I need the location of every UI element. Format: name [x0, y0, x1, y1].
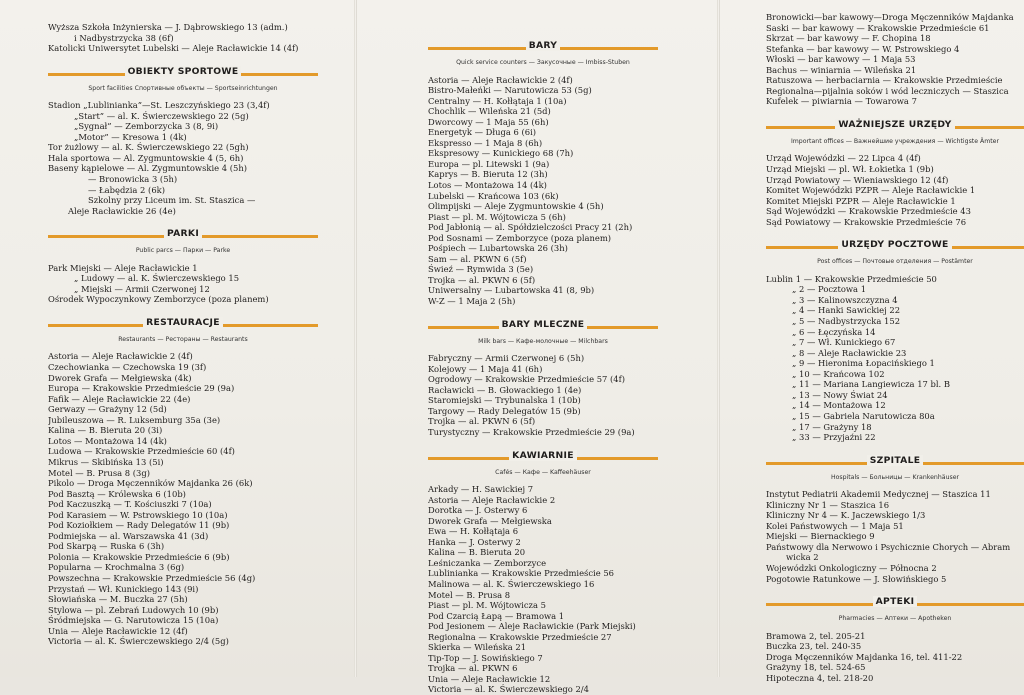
list-item: — Bronowicka 3 (5h)	[88, 174, 178, 185]
list-item: Trojka — al. PKWN 6 (5f)	[428, 416, 536, 427]
list-item: Hipoteczna 4, tel. 218-20	[766, 672, 874, 683]
list-item: Kufelek — piwiarnia — Towarowa 7	[766, 96, 917, 107]
list-item: Lotos — Montażowa 14 (4k)	[428, 180, 547, 191]
section-subtitle: Quick service counters — Закусочные — Imbiss-Stuben	[456, 59, 630, 66]
list-item: „ 8 — Aleje Racławickie 23	[792, 347, 907, 358]
list-item: Lotos — Montażowa 14 (4k)	[48, 435, 167, 446]
list-item: Unia — Aleje Racławickie 12 (4f)	[48, 625, 188, 636]
list-item: Dworek Grafa — Mełgiewska	[428, 515, 552, 526]
list-item: Bistro-Małeńki — Narutowicza 53 (5g)	[428, 85, 592, 96]
list-item: Buczka 23, tel. 240-35	[766, 641, 862, 652]
list-item: „ 33 — Przyjaźni 22	[792, 432, 876, 443]
list-item: Ratuszowa — herbaciarnia — Krakowskie Przedmieście	[766, 75, 1003, 86]
column-left	[48, 22, 318, 647]
section-header	[766, 596, 1024, 612]
list-item: Kolei Państwowych — 1 Maja 51	[766, 520, 904, 531]
list-item: Racławicki — B. Głowackiego 1 (4e)	[428, 384, 582, 395]
list-item: Ogrodowy — Krakowskie Przedmieście 57 (4f)	[428, 374, 625, 385]
list-item: Tor żużlowy — al. K. Świerczewskiego 22 (5gh)	[48, 142, 249, 153]
list-item: „ 9 — Hieronima Łopacińskiego 1	[792, 358, 935, 369]
list-item: Grażyny 18, tel. 524-65	[766, 662, 866, 673]
list-item: „ 11 — Mariana Langiewicza 17 bl. B	[792, 379, 951, 390]
list-item: Lublin 1 — Krakowskie Przedmieście 50	[766, 273, 937, 284]
list-item: Stylowa — pl. Zebrań Ludowych 10 (9b)	[48, 604, 219, 615]
list-item: Europa — Krakowskie Przedmieście 29 (9a)	[48, 383, 235, 394]
list-item: Astoria — Aleje Racławickie 2	[428, 494, 556, 505]
section-header	[48, 228, 318, 244]
list-item: „ 7 — Wł. Kunickiego 67	[792, 337, 896, 348]
list-item: Energetyk — Długa 6 (6i)	[428, 127, 537, 138]
list-item: Tip-Top — J. Sowińskiego 7	[428, 652, 543, 663]
list-item: Ludowa — Krakowskie Przedmieście 60 (4f)	[48, 446, 235, 457]
list-item: wicka 2	[786, 552, 819, 563]
list-item: Baseny kąpielowe — Al. Zygmuntowskie 4 (5h)	[48, 163, 247, 174]
list-item: Pikolo — Droga Męczenników Majdanka 26 (6k)	[48, 478, 253, 489]
list-item: Arkady — H. Sawickiej 7	[428, 484, 534, 495]
list-item: „ 14 — Montażowa 12	[792, 400, 886, 411]
section-header	[766, 119, 1024, 135]
list-item: Gerwazy — Grażyny 12 (5d)	[48, 404, 167, 415]
list-item: „ 17 — Grażyny 18	[792, 421, 872, 432]
list-item: Trojka — al. PKWN 6	[428, 663, 518, 674]
list-item: Miejski — Biernackiego 9	[766, 531, 875, 542]
list-item: „ 2 — Pocztowa 1	[792, 284, 867, 295]
list-item: Stadion „Lublinianka”—St. Leszczyńskiego 23 (3,4f)	[48, 100, 270, 111]
section-title: PARKI	[164, 228, 202, 239]
list-item: Podmiejska — al. Warszawska 41 (3d)	[48, 530, 209, 541]
list-item: Bachus — winiarnia — Wileńska 21	[766, 64, 917, 75]
section-title: WAŻNIEJSZE URZĘDY	[835, 119, 954, 130]
list-item: Unia — Aleje Racławickie 12	[428, 673, 551, 684]
list-item: Skrzat — bar kawowy — F. Chopina 18	[766, 33, 931, 44]
list-item: Kliniczny Nr 4 — K. Jaczewskiego 1/3	[766, 510, 926, 521]
list-item: Dorotka — J. Osterwy 6	[428, 505, 528, 516]
list-item: Turystyczny — Krakowskie Przedmieście 29 (9a)	[428, 426, 635, 437]
section-subtitle: Milk bars — Кафе-молочные — Milchbars	[478, 337, 608, 345]
section-title: BARY MLECZNE	[499, 319, 588, 330]
section-subtitle: Pharmacies — Аптеки — Apotheken	[838, 615, 952, 623]
list-item: Mikrus — Skibińska 13 (5i)	[48, 456, 164, 467]
column-middle	[428, 28, 658, 695]
section-header	[48, 66, 318, 82]
section-subtitle: Sport facilities Спортивные объекты — Sportseinrichtungen	[88, 84, 278, 92]
section-header	[428, 40, 658, 56]
list-item: Pod Karasiem — W. Pstrowskiego 10 (10a)	[48, 509, 228, 520]
list-item: Trojka — al. PKWN 6 (5f)	[428, 274, 536, 285]
section-title: APTEKI	[873, 596, 918, 607]
list-item: Sąd Powiatowy — Krakowskie Przedmieście 76	[766, 216, 967, 227]
list-item: Katolicki Uniwersytet Lubelski — Aleje Racławickie 14 (4f)	[48, 43, 299, 54]
section-subtitle: Public parcs — Парки — Parke	[135, 247, 231, 255]
list-item: Kaprys — B. Bieruta 12 (3h)	[428, 169, 548, 180]
list-item: Park Miejski — Aleje Racławickie 1	[48, 262, 198, 273]
list-item: Pod Sosnami — Zemborzyce (poza planem)	[428, 232, 612, 243]
list-item: Urząd Wojewódzki — 22 Lipca 4 (4f)	[766, 153, 921, 164]
section-subtitle: Restaurants — Рестораны — Restaurants	[118, 335, 248, 343]
section-header	[766, 239, 1024, 255]
list-item: Motel — B. Prusa 8	[428, 589, 511, 600]
section-subtitle: Post offices — Почтовые отделения — Postämter	[817, 258, 973, 266]
list-item: Komitet Miejski PZPR — Aleje Racławickie 1	[766, 195, 956, 206]
fold-line	[717, 0, 720, 677]
list-item: Piast — pl. M. Wójtowicza 5 (6h)	[428, 211, 566, 222]
list-item: Fabryczny — Armii Czerwonej 6 (5h)	[428, 353, 585, 364]
list-item: Pod Jabłonią — al. Spółdzielczości Pracy 21 (2h)	[428, 222, 633, 233]
fold-line	[354, 0, 357, 677]
list-item: Sam — al. PKWN 6 (5f)	[428, 253, 527, 264]
column-right	[766, 12, 1024, 683]
list-item: Stefanka — bar kawowy — W. Pstrowskiego 4	[766, 43, 960, 54]
list-item: Szkolny przy Liceum im. St. Staszica —	[88, 195, 256, 206]
list-item: Włoski — bar kawowy — 1 Maja 53	[766, 54, 916, 65]
list-item: Fafik — Aleje Racławickie 22 (4e)	[48, 393, 191, 404]
list-item: Regionalna — Krakowskie Przedmieście 27	[428, 631, 612, 642]
list-item: — Łabędzia 2 (6k)	[88, 184, 165, 195]
list-item: Hanka — J. Osterwy 2	[428, 536, 521, 547]
list-item: „Start” — al. K. Świerczewskiego 22 (5g)	[74, 110, 249, 121]
list-item: Pośpiech — Lubartowska 26 (3h)	[428, 243, 568, 254]
list-item: Urząd Powiatowy — Wieniawskiego 12 (4f)	[766, 174, 949, 185]
list-item: Droga Męczenników Majdanka 16, tel. 411-22	[766, 651, 963, 662]
list-item: i Nadbystrzycka 38 (6f)	[74, 32, 174, 43]
section-header	[428, 319, 658, 335]
list-item: Bramowa 2, tel. 205-21	[766, 630, 866, 641]
list-item: „ Ludowy — al. K. Świerczewskiego 15	[74, 273, 240, 284]
list-item: Powszechna — Krakowskie Przedmieście 56 (4g)	[48, 572, 256, 583]
list-item: Kalina — B. Bieruta 20	[428, 547, 526, 558]
list-item: Europa — pl. Litewski 1 (9a)	[428, 158, 550, 169]
list-item: Piast — pl. M. Wójtowicza 5	[428, 600, 546, 611]
list-item: Popularna — Krochmalna 3 (6g)	[48, 562, 185, 573]
list-item: Czechowianka — Czechowska 19 (3f)	[48, 362, 207, 373]
list-item: Lublinianka — Krakowskie Przedmieście 56	[428, 568, 614, 579]
list-item: „ Miejski — Armii Czerwonej 12	[74, 283, 210, 294]
list-item: Regionalna—pijalnia soków i wód leczniczych — Staszica	[766, 85, 1009, 96]
list-item: Pod Skarpą — Ruska 6 (3h)	[48, 541, 165, 552]
list-item: Pod Kaczuszką — T. Kościuszki 7 (10a)	[48, 499, 212, 510]
list-item: Kliniczny Nr 1 — Staszica 16	[766, 499, 890, 510]
list-item: Jubileuszowa — R. Luksemburg 35a (3e)	[48, 414, 221, 425]
list-item: Victoria — al. K. Świerczewskiego 2/4	[428, 684, 589, 695]
list-item: Hala sportowa — Al. Zygmuntowskie 4 (5, 6h)	[48, 152, 244, 163]
list-item: Bronowicki—bar kawowy—Droga Męczenników Majdanka	[766, 12, 1014, 22]
list-item: Ośrodek Wypoczynkowy Zemborzyce (poza planem)	[48, 294, 269, 305]
list-item: Skierka — Wileńska 21	[428, 642, 527, 653]
list-item: Olimpijski — Aleje Zygmuntowskie 4 (5h)	[428, 201, 604, 212]
list-item: Świeź — Rymwida 3 (5e)	[428, 264, 534, 275]
section-header	[766, 455, 1024, 471]
list-item: Malinowa — al. K. Świerczewskiego 16	[428, 578, 595, 589]
list-item: Victoria — al. K. Świerczewskiego 2/4 (5g)	[48, 636, 229, 647]
list-item: Dworcowy — 1 Maja 55 (6h)	[428, 116, 549, 127]
list-item: „ 4 — Hanki Sawickiej 22	[792, 305, 901, 316]
list-item: Sąd Wojewódzki — Krakowskie Przedmieście 43	[766, 206, 971, 217]
section-subtitle: Hospitals — Больницы — Krankenhäuser	[830, 473, 960, 481]
section-title: KAWIARNIE	[509, 450, 577, 461]
section-title: BARY	[526, 40, 561, 51]
list-item: Leśniczanka — Zemborzyce	[428, 557, 547, 568]
list-item: Astoria — Aleje Racławickie 2 (4f)	[48, 351, 193, 362]
list-item: „ 5 — Nadbystrzycka 152	[792, 316, 901, 327]
list-item: Staromiejski — Trybunalska 1 (10b)	[428, 395, 581, 406]
list-item: Wojewódzki Onkologiczny — Północna 2	[766, 562, 937, 573]
list-item: Pod Koziołkiem — Rady Delegatów 11 (9b)	[48, 520, 230, 531]
list-item: Polonia — Krakowskie Przedmieście 6 (9b)	[48, 551, 230, 562]
section-subtitle: Cafés — Кафе — Kaffeehäuser	[495, 468, 591, 476]
list-item: Ewa — H. Kołłątaja 6	[428, 526, 519, 537]
list-item: „ 10 — Krańcowa 102	[792, 368, 885, 379]
list-item: Instytut Pediatrii Akademii Medycznej — Staszica 11	[766, 489, 991, 500]
list-item: W-Z — 1 Maja 2 (5h)	[428, 296, 516, 307]
list-item: Przystań — Wł. Kunickiego 143 (9i)	[48, 583, 199, 594]
list-item: Śródmiejska — G. Narutowicza 15 (10a)	[48, 615, 219, 626]
list-item: Pod Czarcią Łapą — Bramowa 1	[428, 610, 565, 621]
section-subtitle: Important offices — Важнейшие учреждения — Wichtigste Ämter	[790, 137, 1000, 145]
list-item: Aleje Racławickie 26 (4e)	[68, 205, 176, 216]
list-item: Motel — B. Prusa 8 (3g)	[48, 467, 150, 478]
list-item: Wyższa Szkoła Inżynierska — J. Dąbrowskiego 13 (adm.)	[48, 22, 288, 32]
list-item: Kalina — B. Bieruta 20 (3i)	[48, 425, 163, 436]
list-item: Słowiańska — M. Buczka 27 (5h)	[48, 594, 188, 605]
list-item: „Motor” — Kresowa 1 (4k)	[74, 131, 187, 142]
list-item: Uniwersalny — Lubartowska 41 (8, 9b)	[428, 285, 595, 296]
section-header	[48, 317, 318, 333]
list-item: Saski — bar kawowy — Krakowskie Przedmieście 61	[766, 22, 990, 33]
list-item: Lubelski — Krańcowa 103 (6k)	[428, 190, 559, 201]
section-title: RESTAURACJE	[143, 317, 223, 328]
list-item: Komitet Wojewódzki PZPR — Aleje Racławickie 1	[766, 185, 976, 196]
list-item: Pogotowie Ratunkowe — J. Słowińskiego 5	[766, 573, 947, 584]
list-item: Pod Jesionem — Aleje Racławickie (Park Miejski)	[428, 621, 636, 632]
list-item: „ 13 — Nowy Świat 24	[792, 389, 888, 400]
list-item: Państwowy dla Nerwowo i Psychicznie Chorych — Abram	[766, 541, 1011, 552]
list-item: Targowy — Rady Delegatów 15 (9b)	[428, 405, 581, 416]
list-item: „ 3 — Kalinowszczyzna 4	[792, 294, 898, 305]
list-item: Kolejowy — 1 Maja 41 (6h)	[428, 363, 543, 374]
list-item: Astoria — Aleje Racławickie 2 (4f)	[428, 74, 573, 85]
list-item: „ 15 — Gabriela Narutowicza 80a	[792, 410, 935, 421]
list-item: Dworek Grafa — Mełgiewska (4k)	[48, 372, 192, 383]
section-title: SZPITALE	[867, 455, 924, 466]
list-item: Ekspresowy — Kunickiego 68 (7h)	[428, 148, 574, 159]
list-item: Pod Basztą — Królewska 6 (10b)	[48, 488, 186, 499]
list-item: Centralny — H. Kołłątaja 1 (10a)	[428, 95, 567, 106]
list-item: Ekspresso — 1 Maja 8 (6h)	[428, 137, 543, 148]
section-header	[428, 450, 658, 466]
list-item: „Sygnał” — Zemborzycka 3 (8, 9i)	[74, 121, 219, 132]
section-title: OBIEKTY SPORTOWE	[125, 66, 242, 77]
section-title: URZĘDY POCZTOWE	[838, 239, 951, 250]
list-item: „ 6 — Łęczyńska 14	[792, 326, 876, 337]
list-item: Urząd Miejski — pl. Wł. Łokietka 1 (9b)	[766, 164, 934, 175]
list-item: Chochlik — Wileńska 21 (5d)	[428, 106, 551, 117]
